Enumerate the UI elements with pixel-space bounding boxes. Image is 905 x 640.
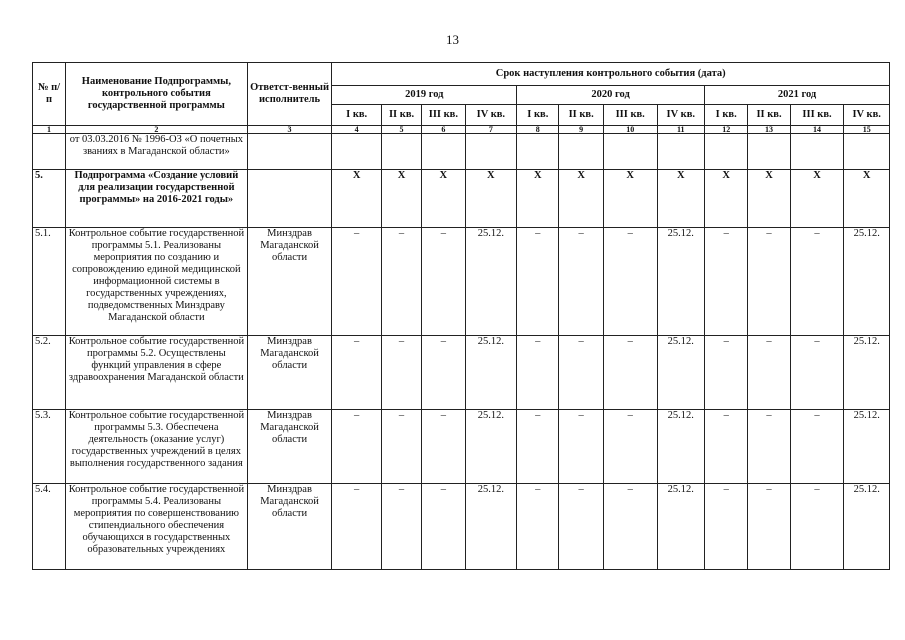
column-index: 7 <box>465 126 517 134</box>
deadline-cell <box>844 134 890 170</box>
deadline-cell: – <box>381 336 421 410</box>
column-index: 14 <box>790 126 844 134</box>
deadline-cell: – <box>603 228 657 336</box>
deadline-cell: – <box>790 336 844 410</box>
deadline-cell: – <box>705 410 748 484</box>
page-number: 13 <box>446 32 459 47</box>
deadline-cell: 25.12. <box>465 336 517 410</box>
deadline-cell: 25.12. <box>657 336 704 410</box>
deadline-cell: – <box>705 336 748 410</box>
deadline-cell <box>381 134 421 170</box>
row-name: Контрольное событие государственной программы 5.3. Обеспечена деятельность (оказание услуг) государственных учреждений в целях выполнения государственного задания <box>66 410 248 484</box>
deadline-cell: – <box>422 410 465 484</box>
table-row <box>33 336 890 410</box>
deadline-cell: – <box>748 228 790 336</box>
deadline-cell: – <box>790 228 844 336</box>
table-row <box>33 170 890 228</box>
deadline-cell: – <box>517 336 559 410</box>
header-quarter: II кв. <box>748 105 790 126</box>
deadline-cell: X <box>790 170 844 228</box>
deadline-cell: – <box>422 336 465 410</box>
deadline-cell <box>465 134 517 170</box>
row-number <box>33 134 66 170</box>
header-quarter: III кв. <box>422 105 465 126</box>
header-responsible: Ответст-венный исполнитель <box>247 63 332 126</box>
column-index: 2 <box>66 126 248 134</box>
deadline-cell: 25.12. <box>657 410 704 484</box>
row-name: Контрольное событие государственной программы 5.4. Реализованы мероприятия по совершенствованию стипендиального обеспечения обучающихся в государственных образовательных учреждениях <box>66 484 248 570</box>
column-index: 10 <box>603 126 657 134</box>
deadline-cell: 25.12. <box>844 336 890 410</box>
deadline-cell <box>603 134 657 170</box>
deadline-cell: 25.12. <box>465 410 517 484</box>
row-name: от 03.03.2016 № 1996-ОЗ «О почетных званиях в Магаданской области» <box>66 134 248 170</box>
deadline-cell: – <box>603 336 657 410</box>
deadline-cell: X <box>332 170 382 228</box>
deadline-cell: X <box>422 170 465 228</box>
deadline-cell <box>657 134 704 170</box>
deadline-cell: X <box>559 170 603 228</box>
row-responsible <box>247 170 332 228</box>
column-index: 8 <box>517 126 559 134</box>
row-responsible: Минздрав Магаданской области <box>247 410 332 484</box>
deadline-cell: – <box>559 410 603 484</box>
column-index: 12 <box>705 126 748 134</box>
header-quarter: I кв. <box>517 105 559 126</box>
deadline-cell: – <box>559 484 603 570</box>
column-index: 4 <box>332 126 382 134</box>
row-number: 5.4. <box>33 484 66 570</box>
column-index: 1 <box>33 126 66 134</box>
deadline-cell: – <box>381 410 421 484</box>
control-events-table <box>32 62 890 570</box>
header-name: Наименование Подпрограммы, контрольного события государственной программы <box>66 63 248 126</box>
table-row <box>33 134 890 170</box>
deadline-cell: – <box>559 228 603 336</box>
header-quarter: III кв. <box>603 105 657 126</box>
deadline-cell: – <box>603 484 657 570</box>
deadline-cell: X <box>465 170 517 228</box>
deadline-cell: – <box>381 228 421 336</box>
column-index: 13 <box>748 126 790 134</box>
deadline-cell: X <box>603 170 657 228</box>
header-quarter: IV кв. <box>844 105 890 126</box>
header-row-top <box>33 63 890 86</box>
row-responsible: Минздрав Магаданской области <box>247 484 332 570</box>
column-index: 3 <box>247 126 332 134</box>
header-quarter: II кв. <box>381 105 421 126</box>
row-responsible: Минздрав Магаданской области <box>247 336 332 410</box>
deadline-cell: X <box>705 170 748 228</box>
row-responsible: Минздрав Магаданской области <box>247 228 332 336</box>
deadline-cell: – <box>332 336 382 410</box>
deadline-cell: – <box>748 336 790 410</box>
table-row <box>33 484 890 570</box>
deadline-cell: – <box>517 410 559 484</box>
deadline-cell: – <box>332 410 382 484</box>
header-quarter: IV кв. <box>657 105 704 126</box>
header-quarter: I кв. <box>705 105 748 126</box>
deadline-cell: X <box>748 170 790 228</box>
deadline-cell: X <box>381 170 421 228</box>
index-row <box>33 126 890 134</box>
deadline-cell: – <box>748 484 790 570</box>
deadline-cell: 25.12. <box>844 484 890 570</box>
deadline-cell: 25.12. <box>465 484 517 570</box>
deadline-cell: – <box>790 410 844 484</box>
deadline-cell: – <box>332 228 382 336</box>
deadline-cell: – <box>422 484 465 570</box>
header-quarter: IV кв. <box>465 105 517 126</box>
deadline-cell: – <box>705 484 748 570</box>
header-quarter: I кв. <box>332 105 382 126</box>
deadline-cell: – <box>517 484 559 570</box>
deadline-cell <box>332 134 382 170</box>
header-year: 2021 год <box>705 86 890 105</box>
column-index: 11 <box>657 126 704 134</box>
table-row <box>33 228 890 336</box>
deadline-cell <box>748 134 790 170</box>
deadline-cell: 25.12. <box>465 228 517 336</box>
deadline-cell <box>517 134 559 170</box>
deadline-cell: – <box>603 410 657 484</box>
deadline-cell <box>559 134 603 170</box>
row-number: 5. <box>33 170 66 228</box>
header-year: 2019 год <box>332 86 517 105</box>
header-deadline: Срок наступления контрольного события (дата) <box>332 63 890 86</box>
row-number: 5.3. <box>33 410 66 484</box>
deadline-cell: – <box>790 484 844 570</box>
table-body <box>33 134 890 570</box>
column-index: 5 <box>381 126 421 134</box>
header-quarter: II кв. <box>559 105 603 126</box>
column-index: 6 <box>422 126 465 134</box>
row-name: Подпрограмма «Создание условий для реализации государственной программы» на 2016-2021 годы» <box>66 170 248 228</box>
row-responsible <box>247 134 332 170</box>
deadline-cell: X <box>517 170 559 228</box>
header-num: № п/п <box>33 63 66 126</box>
row-number: 5.2. <box>33 336 66 410</box>
deadline-cell: 25.12. <box>844 410 890 484</box>
deadline-cell: 25.12. <box>844 228 890 336</box>
deadline-cell: – <box>422 228 465 336</box>
deadline-cell: – <box>705 228 748 336</box>
deadline-cell: 25.12. <box>657 228 704 336</box>
deadline-cell: X <box>657 170 704 228</box>
row-number: 5.1. <box>33 228 66 336</box>
deadline-cell: 25.12. <box>657 484 704 570</box>
deadline-cell: – <box>517 228 559 336</box>
deadline-cell <box>790 134 844 170</box>
deadline-cell <box>422 134 465 170</box>
deadline-cell: – <box>381 484 421 570</box>
deadline-cell: – <box>559 336 603 410</box>
column-index: 15 <box>844 126 890 134</box>
header-quarter: III кв. <box>790 105 844 126</box>
deadline-cell: X <box>844 170 890 228</box>
row-name: Контрольное событие государственной программы 5.2. Осуществлены функций управления в сфере здравоохранения Магаданской области <box>66 336 248 410</box>
deadline-cell <box>705 134 748 170</box>
header-year: 2020 год <box>517 86 705 105</box>
row-name: Контрольное событие государственной программы 5.1. Реализованы мероприятия по созданию и сопровождению единой медицинской информационной системы в государственных учреждениях, подведомственных Минздраву Магаданской области <box>66 228 248 336</box>
column-index: 9 <box>559 126 603 134</box>
deadline-cell: – <box>748 410 790 484</box>
table-row <box>33 410 890 484</box>
deadline-cell: – <box>332 484 382 570</box>
